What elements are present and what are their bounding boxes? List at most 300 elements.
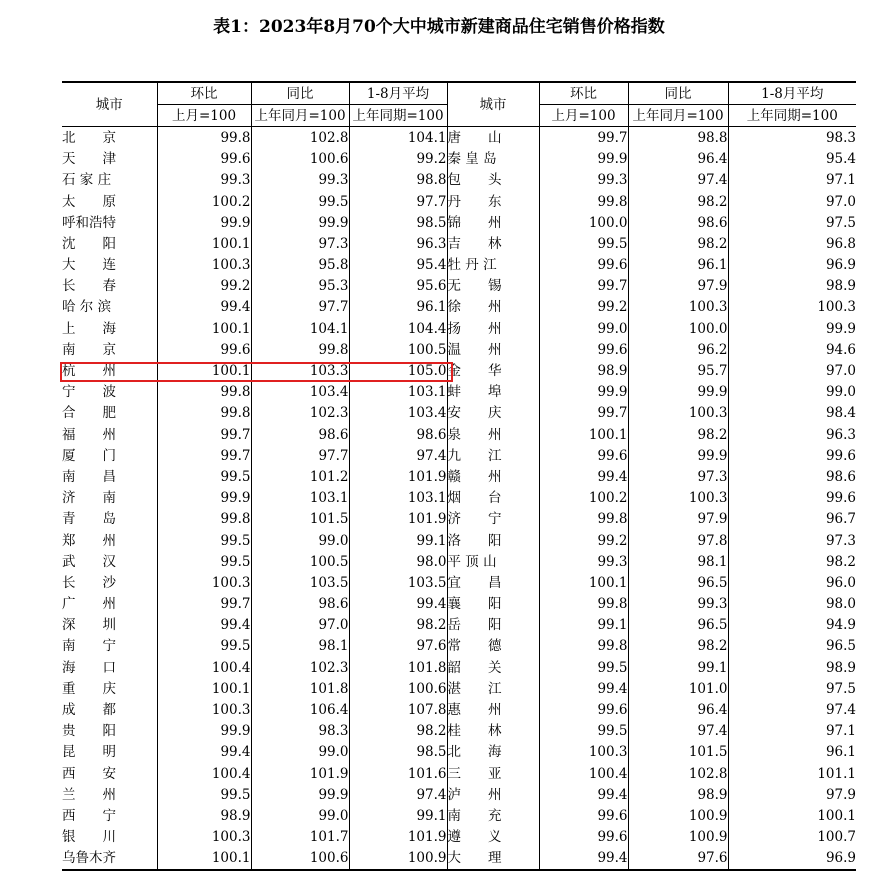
avg-cell: 97.4	[825, 702, 856, 719]
mom-base-right: 上月=100	[539, 105, 628, 127]
mom-cell: 98.9	[157, 805, 251, 826]
yoy-cell: 99.0	[251, 530, 349, 551]
avg-cell: 99.9	[825, 320, 856, 337]
yoy-cell: 98.6	[628, 212, 728, 233]
avg-header-left: 1-8月平均	[349, 82, 447, 105]
mom-cell: 99.6	[539, 339, 628, 360]
mom-cell: 100.1	[157, 360, 251, 381]
yoy-cell: 99.9	[628, 445, 728, 466]
city-cell: 兰 州	[62, 784, 157, 805]
avg-base-right: 上年同期=100	[728, 105, 856, 127]
table-row	[62, 488, 856, 509]
city-cell: 深 圳	[62, 615, 157, 636]
city-cell: 泉 州	[447, 424, 539, 445]
mom-cell: 100.4	[157, 763, 251, 784]
city-cell: 三 亚	[447, 763, 539, 784]
mom-cell: 99.6	[539, 255, 628, 276]
yoy-cell: 100.9	[628, 827, 728, 848]
city-cell: 长 沙	[62, 572, 157, 593]
mom-cell: 99.8	[157, 127, 251, 149]
city-cell: 济 南	[62, 488, 157, 509]
mom-cell: 99.4	[539, 466, 628, 487]
mom-cell: 99.5	[539, 721, 628, 742]
yoy-cell: 99.1	[628, 657, 728, 678]
yoy-cell: 97.8	[628, 530, 728, 551]
yoy-cell: 99.0	[251, 805, 349, 826]
avg-cell: 94.6	[825, 341, 856, 358]
yoy-header-right: 同比	[628, 82, 728, 105]
city-cell: 合 肥	[62, 403, 157, 424]
yoy-cell: 104.1	[251, 318, 349, 339]
avg-cell: 103.5	[349, 572, 447, 593]
city-cell: 泸 州	[447, 784, 539, 805]
yoy-cell: 98.3	[251, 721, 349, 742]
city-cell: 遵 义	[447, 827, 539, 848]
mom-cell: 99.7	[157, 424, 251, 445]
avg-cell: 98.5	[349, 212, 447, 233]
yoy-cell: 97.0	[251, 615, 349, 636]
avg-cell: 98.2	[825, 553, 856, 570]
avg-cell: 95.6	[349, 276, 447, 297]
yoy-cell: 102.3	[251, 657, 349, 678]
yoy-header-left: 同比	[251, 82, 349, 105]
mom-cell: 99.8	[539, 191, 628, 212]
city-cell: 无 锡	[447, 276, 539, 297]
mom-cell: 99.4	[157, 297, 251, 318]
table-row	[62, 255, 856, 276]
city-cell: 西 宁	[62, 805, 157, 826]
avg-cell: 96.7	[825, 511, 856, 528]
mom-cell: 99.6	[539, 445, 628, 466]
city-header-left: 城市	[62, 82, 157, 127]
avg-cell: 96.1	[825, 744, 856, 761]
yoy-cell: 102.3	[251, 403, 349, 424]
table-row	[62, 805, 856, 826]
mom-cell: 99.6	[539, 805, 628, 826]
city-cell: 上 海	[62, 318, 157, 339]
yoy-cell: 97.6	[628, 848, 728, 870]
city-cell: 西 安	[62, 763, 157, 784]
mom-cell: 99.5	[157, 784, 251, 805]
avg-cell: 100.1	[817, 807, 856, 824]
yoy-cell: 96.5	[628, 572, 728, 593]
city-cell: 金 华	[447, 360, 539, 381]
mom-cell: 99.8	[157, 382, 251, 403]
city-cell: 沈 阳	[62, 233, 157, 254]
mom-cell: 99.9	[539, 149, 628, 170]
yoy-cell: 102.8	[628, 763, 728, 784]
city-cell: 大 连	[62, 255, 157, 276]
yoy-cell: 98.2	[628, 636, 728, 657]
table-row	[62, 572, 856, 593]
yoy-cell: 101.5	[251, 509, 349, 530]
mom-cell: 99.8	[157, 509, 251, 530]
yoy-cell: 99.9	[251, 784, 349, 805]
yoy-cell: 99.3	[628, 594, 728, 615]
avg-cell: 96.0	[825, 574, 856, 591]
table-row	[62, 466, 856, 487]
yoy-cell: 100.3	[628, 297, 728, 318]
avg-cell: 96.9	[825, 257, 856, 274]
mom-cell: 99.8	[539, 594, 628, 615]
yoy-cell: 99.0	[251, 742, 349, 763]
table-row	[62, 784, 856, 805]
avg-cell: 99.1	[349, 530, 447, 551]
yoy-cell: 102.8	[251, 127, 349, 149]
table-row	[62, 551, 856, 572]
table-row	[62, 678, 856, 699]
mom-cell: 99.4	[539, 678, 628, 699]
city-cell: 重 庆	[62, 678, 157, 699]
mom-cell: 99.3	[157, 170, 251, 191]
mom-cell: 99.9	[539, 382, 628, 403]
mom-cell: 100.2	[539, 488, 628, 509]
avg-cell: 95.4	[825, 151, 856, 168]
city-cell: 乌鲁木齐	[62, 848, 157, 870]
avg-cell: 96.3	[349, 233, 447, 254]
yoy-cell: 99.9	[628, 382, 728, 403]
table-row	[62, 382, 856, 403]
yoy-cell: 97.7	[251, 445, 349, 466]
yoy-cell: 103.1	[251, 488, 349, 509]
price-index-table	[62, 81, 856, 871]
mom-cell: 99.7	[157, 445, 251, 466]
mom-header-right: 环比	[539, 82, 628, 105]
city-cell: 杭 州	[62, 360, 157, 381]
city-cell: 哈 尔 滨	[62, 297, 157, 318]
avg-cell: 101.1	[817, 765, 856, 782]
yoy-cell: 96.4	[628, 149, 728, 170]
avg-cell: 98.2	[349, 615, 447, 636]
mom-cell: 100.3	[157, 572, 251, 593]
table-row	[62, 403, 856, 424]
table-row	[62, 191, 856, 212]
table-row	[62, 827, 856, 848]
avg-cell: 100.3	[817, 299, 856, 316]
yoy-cell: 98.2	[628, 191, 728, 212]
table-row	[62, 212, 856, 233]
mom-cell: 99.5	[157, 636, 251, 657]
city-cell: 济 宁	[447, 509, 539, 530]
mom-cell: 100.4	[157, 657, 251, 678]
city-cell: 吉 林	[447, 233, 539, 254]
city-cell: 包 头	[447, 170, 539, 191]
city-cell: 成 都	[62, 699, 157, 720]
table-row	[62, 615, 856, 636]
avg-cell: 96.1	[349, 297, 447, 318]
avg-cell: 99.0	[825, 384, 856, 401]
mom-cell: 99.6	[539, 699, 628, 720]
city-cell: 青 岛	[62, 509, 157, 530]
city-cell: 北 海	[447, 742, 539, 763]
yoy-cell: 106.4	[251, 699, 349, 720]
mom-cell: 99.7	[539, 276, 628, 297]
table-row	[62, 424, 856, 445]
yoy-cell: 96.2	[628, 339, 728, 360]
yoy-cell: 100.5	[251, 551, 349, 572]
avg-cell: 98.4	[825, 405, 856, 422]
city-cell: 徐 州	[447, 297, 539, 318]
yoy-cell: 103.3	[251, 360, 349, 381]
city-cell: 昆 明	[62, 742, 157, 763]
mom-cell: 99.7	[539, 127, 628, 149]
yoy-cell: 95.8	[251, 255, 349, 276]
mom-cell: 100.2	[157, 191, 251, 212]
mom-cell: 99.4	[157, 742, 251, 763]
avg-cell: 97.7	[349, 191, 447, 212]
yoy-cell: 97.3	[628, 466, 728, 487]
mom-cell: 100.3	[157, 255, 251, 276]
table-row	[62, 530, 856, 551]
city-cell: 银 川	[62, 827, 157, 848]
city-cell: 秦 皇 岛	[447, 149, 539, 170]
mom-cell: 99.7	[157, 594, 251, 615]
mom-cell: 99.3	[539, 551, 628, 572]
mom-cell: 100.1	[157, 678, 251, 699]
table-row	[62, 636, 856, 657]
city-cell: 赣 州	[447, 466, 539, 487]
yoy-cell: 98.6	[251, 594, 349, 615]
avg-cell: 99.1	[349, 805, 447, 826]
city-cell: 常 德	[447, 636, 539, 657]
mom-cell: 99.8	[157, 403, 251, 424]
avg-cell: 95.4	[349, 255, 447, 276]
yoy-cell: 99.9	[251, 212, 349, 233]
avg-cell: 94.9	[825, 617, 856, 634]
city-cell: 宁 波	[62, 382, 157, 403]
table-row	[62, 276, 856, 297]
avg-cell: 98.5	[349, 742, 447, 763]
table-title: 表1：2023年8月70个大中城市新建商品住宅销售价格指数	[213, 17, 665, 37]
avg-cell: 96.8	[825, 235, 856, 252]
table-row	[62, 149, 856, 170]
avg-cell: 97.1	[825, 723, 856, 740]
avg-cell: 98.3	[825, 129, 856, 146]
mom-cell: 100.1	[157, 848, 251, 870]
city-cell: 贵 阳	[62, 721, 157, 742]
table-row	[62, 445, 856, 466]
avg-cell: 96.5	[825, 638, 856, 655]
yoy-cell: 97.9	[628, 509, 728, 530]
mom-cell: 99.5	[157, 466, 251, 487]
city-cell: 洛 阳	[447, 530, 539, 551]
avg-cell: 101.6	[349, 763, 447, 784]
mom-cell: 100.3	[539, 742, 628, 763]
avg-cell: 97.5	[825, 680, 856, 697]
avg-cell: 97.9	[825, 786, 856, 803]
mom-cell: 99.2	[539, 297, 628, 318]
avg-cell: 105.0	[349, 360, 447, 381]
mom-cell: 99.5	[539, 233, 628, 254]
avg-cell: 104.1	[349, 127, 447, 149]
city-cell: 海 口	[62, 657, 157, 678]
yoy-cell: 101.2	[251, 466, 349, 487]
city-cell: 大 理	[447, 848, 539, 870]
mom-header-left: 环比	[157, 82, 251, 105]
city-cell: 牡 丹 江	[447, 255, 539, 276]
avg-cell: 99.6	[825, 490, 856, 507]
city-cell: 平 顶 山	[447, 551, 539, 572]
avg-cell: 97.3	[825, 532, 856, 549]
city-cell: 唐 山	[447, 127, 539, 149]
avg-cell: 97.0	[825, 193, 856, 210]
mom-cell: 99.5	[539, 657, 628, 678]
table-body	[62, 127, 856, 870]
yoy-cell: 99.8	[251, 339, 349, 360]
yoy-cell: 100.0	[628, 318, 728, 339]
yoy-cell: 97.7	[251, 297, 349, 318]
avg-cell: 100.7	[817, 829, 856, 846]
city-cell: 厦 门	[62, 445, 157, 466]
yoy-cell: 98.1	[251, 636, 349, 657]
mom-cell: 99.7	[539, 403, 628, 424]
table-row	[62, 318, 856, 339]
yoy-cell: 101.5	[628, 742, 728, 763]
avg-cell: 101.9	[349, 466, 447, 487]
avg-cell: 100.5	[349, 339, 447, 360]
mom-cell: 99.8	[539, 636, 628, 657]
city-cell: 襄 阳	[447, 594, 539, 615]
city-cell: 烟 台	[447, 488, 539, 509]
city-cell: 蚌 埠	[447, 382, 539, 403]
city-cell: 岳 阳	[447, 615, 539, 636]
city-cell: 太 原	[62, 191, 157, 212]
city-cell: 南 宁	[62, 636, 157, 657]
mom-cell: 100.1	[157, 318, 251, 339]
city-cell: 锦 州	[447, 212, 539, 233]
city-cell: 丹 东	[447, 191, 539, 212]
mom-cell: 99.4	[539, 848, 628, 870]
avg-cell: 101.9	[349, 827, 447, 848]
city-cell: 九 江	[447, 445, 539, 466]
mom-cell: 100.1	[157, 233, 251, 254]
city-cell: 长 春	[62, 276, 157, 297]
city-cell: 宜 昌	[447, 572, 539, 593]
mom-cell: 99.0	[539, 318, 628, 339]
yoy-cell: 96.1	[628, 255, 728, 276]
avg-cell: 98.9	[825, 278, 856, 295]
city-cell: 湛 江	[447, 678, 539, 699]
mom-cell: 99.2	[157, 276, 251, 297]
mom-cell: 99.9	[157, 212, 251, 233]
mom-cell: 100.4	[539, 763, 628, 784]
yoy-cell: 95.7	[628, 360, 728, 381]
mom-base-left: 上月=100	[157, 105, 251, 127]
yoy-cell: 100.6	[251, 848, 349, 870]
table-row	[62, 721, 856, 742]
yoy-cell: 98.8	[628, 127, 728, 149]
avg-cell: 98.0	[825, 596, 856, 613]
avg-cell: 99.6	[825, 447, 856, 464]
yoy-cell: 97.3	[251, 233, 349, 254]
avg-header-right: 1-8月平均	[728, 82, 856, 105]
mom-cell: 99.9	[157, 488, 251, 509]
city-cell: 惠 州	[447, 699, 539, 720]
mom-cell: 99.6	[157, 149, 251, 170]
avg-cell: 100.6	[349, 678, 447, 699]
yoy-cell: 100.6	[251, 149, 349, 170]
city-cell: 安 庆	[447, 403, 539, 424]
avg-cell: 96.9	[728, 848, 856, 870]
avg-cell: 101.9	[349, 509, 447, 530]
mom-cell: 99.5	[157, 530, 251, 551]
avg-cell: 103.1	[349, 382, 447, 403]
city-cell: 郑 州	[62, 530, 157, 551]
mom-cell: 100.1	[539, 424, 628, 445]
mom-cell: 99.5	[157, 551, 251, 572]
mom-cell: 99.6	[539, 827, 628, 848]
avg-cell: 98.9	[825, 659, 856, 676]
yoy-cell: 101.7	[251, 827, 349, 848]
mom-cell: 100.3	[157, 827, 251, 848]
avg-cell: 98.2	[349, 721, 447, 742]
avg-cell: 99.4	[349, 594, 447, 615]
city-cell: 桂 林	[447, 721, 539, 742]
city-cell: 南 昌	[62, 466, 157, 487]
yoy-cell: 99.5	[251, 191, 349, 212]
table-row	[62, 657, 856, 678]
city-cell: 武 汉	[62, 551, 157, 572]
city-cell: 北 京	[62, 127, 157, 149]
avg-cell: 97.4	[349, 784, 447, 805]
yoy-cell: 100.9	[628, 805, 728, 826]
yoy-cell: 97.4	[628, 170, 728, 191]
city-cell: 天 津	[62, 149, 157, 170]
city-cell: 石 家 庄	[62, 170, 157, 191]
avg-cell: 96.3	[825, 426, 856, 443]
yoy-cell: 98.2	[628, 424, 728, 445]
mom-cell: 100.1	[539, 572, 628, 593]
city-cell: 扬 州	[447, 318, 539, 339]
avg-cell: 100.9	[349, 848, 447, 870]
table-row	[62, 594, 856, 615]
mom-cell: 99.9	[157, 721, 251, 742]
city-header-right: 城市	[447, 82, 539, 127]
city-cell: 南 京	[62, 339, 157, 360]
avg-base-left: 上年同期=100	[349, 105, 447, 127]
yoy-base-left: 上年同月=100	[251, 105, 349, 127]
city-cell: 南 充	[447, 805, 539, 826]
table-row	[62, 339, 856, 360]
yoy-cell: 95.3	[251, 276, 349, 297]
yoy-cell: 97.4	[628, 721, 728, 742]
city-cell: 韶 关	[447, 657, 539, 678]
avg-cell: 98.0	[349, 551, 447, 572]
table-row	[62, 848, 856, 870]
avg-cell: 98.6	[825, 468, 856, 485]
city-cell: 呼和浩特	[62, 212, 157, 233]
mom-cell: 99.3	[539, 170, 628, 191]
avg-cell: 103.1	[349, 488, 447, 509]
mom-cell: 99.6	[157, 339, 251, 360]
avg-cell: 98.8	[349, 170, 447, 191]
yoy-cell: 98.2	[628, 233, 728, 254]
avg-cell: 97.0	[825, 363, 856, 380]
yoy-cell: 101.9	[251, 763, 349, 784]
yoy-cell: 103.4	[251, 382, 349, 403]
mom-cell: 99.4	[157, 615, 251, 636]
city-cell: 福 州	[62, 424, 157, 445]
table-row	[62, 297, 856, 318]
mom-cell: 99.4	[539, 784, 628, 805]
city-cell: 温 州	[447, 339, 539, 360]
mom-cell: 98.9	[539, 360, 628, 381]
mom-cell: 99.8	[539, 509, 628, 530]
table-row	[62, 699, 856, 720]
yoy-cell: 103.5	[251, 572, 349, 593]
table-row	[62, 127, 856, 149]
mom-cell: 100.0	[539, 212, 628, 233]
